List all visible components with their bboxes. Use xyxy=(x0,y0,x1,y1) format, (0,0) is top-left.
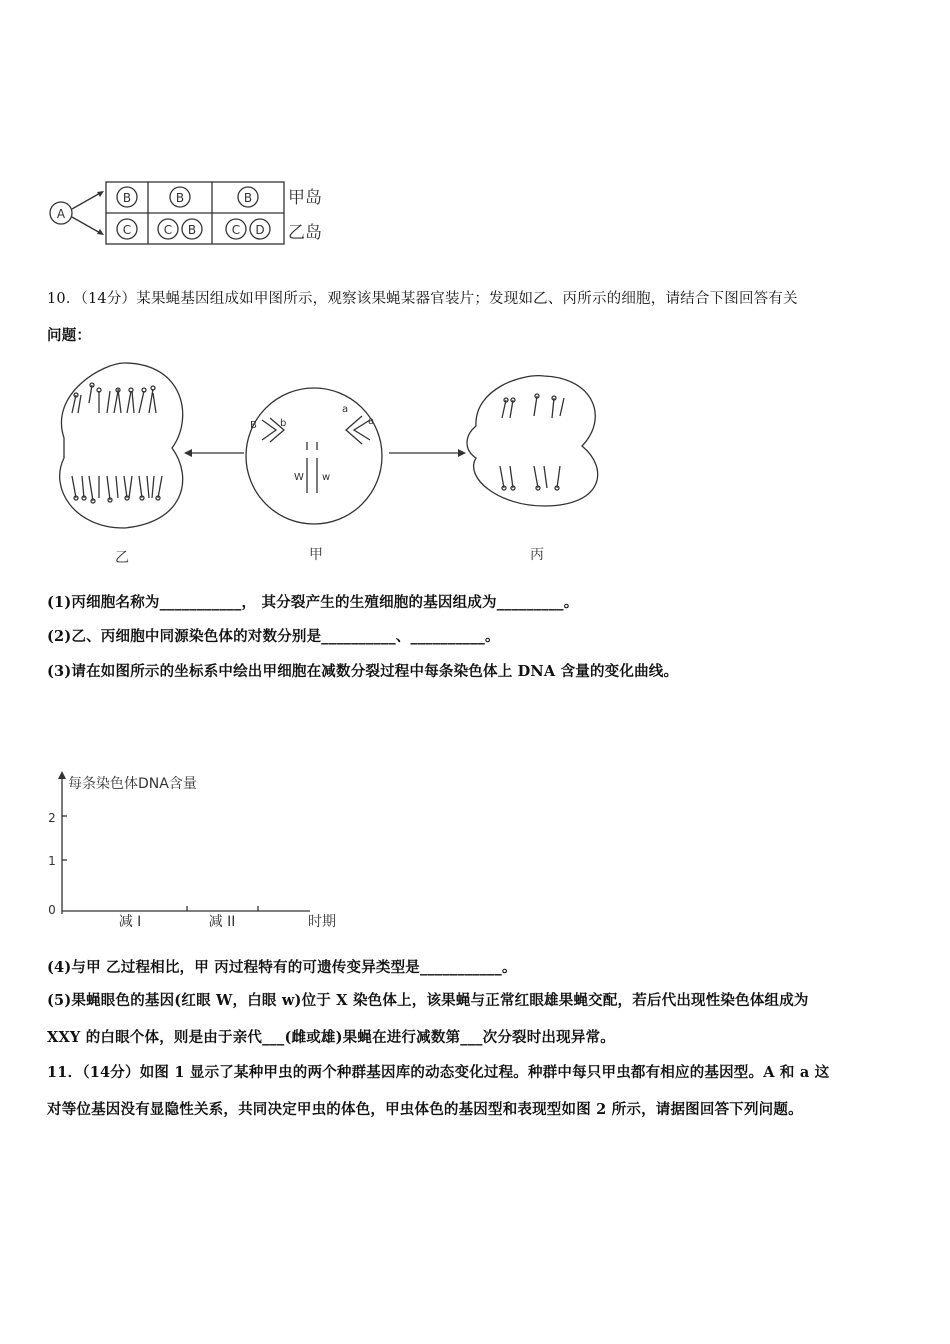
cell-yi-outline xyxy=(60,363,183,528)
source-allele: A xyxy=(56,207,66,221)
row2-label: 乙岛 xyxy=(288,223,322,243)
ytick-0: 0 xyxy=(48,903,56,917)
q10-sub5-line2: XXY 的白眼个体，则是由于亲代___(雌或雄)果蝇在进行减数第___次分裂时出现异常。 xyxy=(47,1029,615,1046)
q10-intro-line2: 问题： xyxy=(47,327,92,344)
ytick-2: 2 xyxy=(48,811,56,825)
island-gene-pool-figure xyxy=(44,178,334,248)
y-axis-label: 每条染色体DNA含量 xyxy=(68,776,197,792)
label-bing: 丙 xyxy=(530,547,544,563)
gene-w: w xyxy=(322,472,331,483)
q10-intro-line1: 10．（14分）某果蝇基因组成如甲图所示，观察该果蝇某器官装片；发现如乙、丙所示的细胞，请结合下图回答有关 xyxy=(47,291,798,307)
q10-sub5-line1: (5)果蝇眼色的基因(红眼 W，白眼 w)位于 X 染色体上，该果蝇与正常红眼雄果蝇交配，若后代出现性染色体组成为 xyxy=(47,992,809,1009)
row2-cell1: C xyxy=(122,223,132,237)
q11-line1: 11．（14分）如图 1 显示了某种甲虫的两个种群基因库的动态变化过程。种群中每只甲虫都有相应的基因型。A 和 a 这 xyxy=(47,1064,830,1081)
row1-label: 甲岛 xyxy=(288,188,322,208)
row2-cell2a: C xyxy=(163,223,173,237)
q10-sub3: (3)请在如图所示的坐标系中绘出甲细胞在减数分裂过程中每条染色体上 DNA 含量的变化曲线。 xyxy=(47,663,679,680)
row2-cell3b: D xyxy=(255,223,265,237)
row1-cell2: B xyxy=(175,191,185,205)
label-yi: 乙 xyxy=(115,550,129,566)
q10-sub2: (2)乙、丙细胞中同源染色体的对数分别是__________、__________。 xyxy=(47,628,500,645)
gene-a2: a xyxy=(368,416,375,427)
gene-W: W xyxy=(294,472,304,483)
row1-cell1: B xyxy=(122,191,132,205)
q10-sub4: (4)与甲 乙过程相比，甲 丙过程特有的可遗传变异类型是___________。 xyxy=(47,959,517,976)
gene-b: b xyxy=(280,418,287,429)
q11-line2: 对等位基因没有显隐性关系，共同决定甲虫的体色，甲虫体色的基因型和表现型如图 2 所示，请据图回答下列问题。 xyxy=(47,1101,803,1118)
cell-bing-outline xyxy=(467,376,598,506)
q10-sub1: (1)丙细胞名称为___________， 其分裂产生的生殖细胞的基因组成为_________。 xyxy=(47,594,579,611)
cell-division-figure xyxy=(44,358,614,570)
cell-yi-chromosomes xyxy=(72,383,162,503)
gene-B: B xyxy=(250,420,257,431)
arrow-to-bing xyxy=(458,449,466,457)
gene-a1: a xyxy=(342,404,349,415)
xlabel-meiosis1: 减 I xyxy=(118,914,142,930)
arrow-to-yi xyxy=(184,449,192,457)
xlabel-meiosis2: 减 II xyxy=(208,914,236,930)
row2-cell2b: B xyxy=(187,223,197,237)
cell-bing-chromosomes xyxy=(500,394,564,490)
ytick-1: 1 xyxy=(48,854,56,868)
xlabel-period: 时期 xyxy=(308,914,336,930)
row1-cell3: B xyxy=(243,191,253,205)
dna-content-graph xyxy=(40,768,350,930)
row2-cell3a: C xyxy=(231,223,241,237)
cell-jia-outline xyxy=(246,388,382,524)
label-jia: 甲 xyxy=(309,547,323,563)
